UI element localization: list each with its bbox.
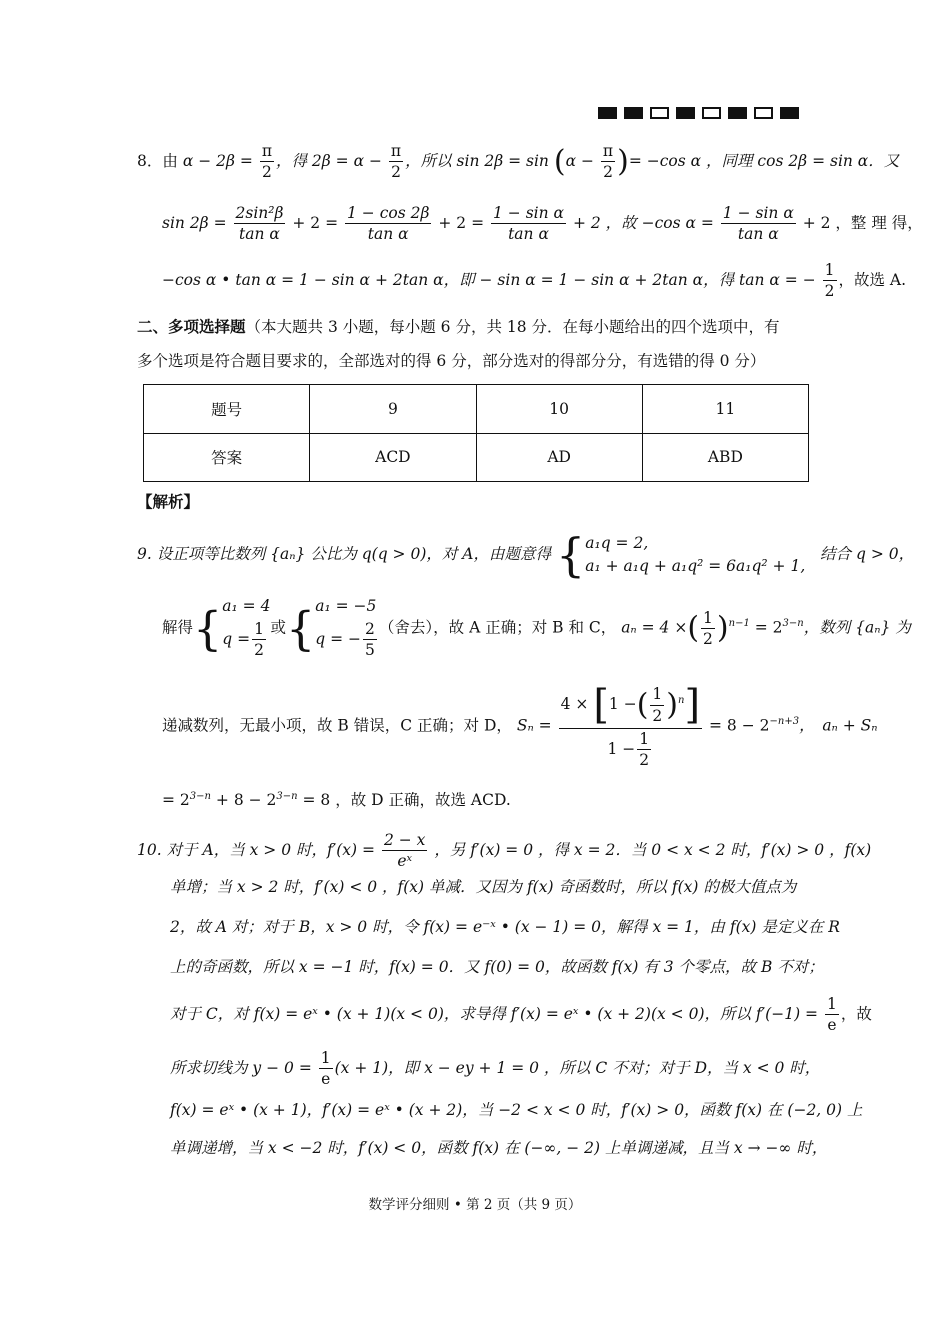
table-cell: 题号 (144, 385, 310, 434)
table-cell: ACD (310, 433, 476, 482)
q8-number: 8． (137, 151, 163, 170)
table-cell: AD (476, 433, 642, 482)
page-mark-5 (702, 107, 721, 119)
table-row (144, 433, 809, 482)
fraction: $\frac{\text{2sin²β}}{\text{tan α}}$ (235, 204, 284, 244)
fraction: $\frac{1}{e}$ (320, 1049, 331, 1089)
section-title: 二、多项选择题 (137, 317, 246, 336)
answer-table (143, 384, 809, 482)
page-mark-7 (754, 107, 773, 119)
fraction: $\frac{\pi}{2}$ (390, 142, 402, 182)
page-footer: 数学评分细则 • 第 2 页（共 9 页） (368, 1197, 582, 1213)
page-mark-2 (624, 107, 643, 119)
table-cell: 答案 (144, 433, 310, 482)
table-cell: 10 (476, 385, 642, 434)
fraction: $\frac{1 - \cos 2\beta}{\text{tan α}}$ (347, 204, 430, 244)
page-marks (598, 107, 799, 121)
q10-line-5: 对于 C，对 f(x) = eˣ • (x + 1)(x < 0)，求导得 f′(x) = eˣ • (x + 2)(x < 0)，所以 f′(−1) = $\frac{1}{e}$ ，故 (170, 995, 872, 1035)
q8-line-1: 8．由 α − 2β = $\frac{\pi}{2}$ ，得 2β = α − $\frac{\pi}{2}$ ，所以 sin 2β = sin (α − $\frac{\pi}{2}$ )= −cos α ，同理 cos 2β = sin α．又 (137, 142, 900, 182)
q8-line-3: −cos α • tan α = 1 − sin α + 2tan α，即 − sin α = 1 − sin α + 2tan α，得 tan α = − $\frac{1}{2}$ ，故选 A. (162, 261, 907, 301)
page-mark-3 (650, 107, 669, 119)
q10-line-3: 2，故 A 对；对于 B，x > 0 时，令 f(x) = e⁻ˣ • (x − 1) = 0，解得 x = 1，由 f(x) 是定义在 R (170, 918, 840, 936)
section2-line-2: 多个选项是符合题目要求的，全部选对的得 6 分，部分选对的得部分分，有选错的得 0 分） (137, 352, 766, 370)
fraction: $\frac{\text{1 − sin α}}{\text{tan α}}$ (722, 204, 794, 244)
fraction: $\frac{2 - x}{\text{eˣ}}$ (383, 831, 426, 871)
fraction: $\frac{1}{e}$ (826, 995, 837, 1035)
table-cell: ABD (642, 433, 808, 482)
q10-line-1: 10. 对于 A，当 x > 0 时，f′(x) = $\frac{2 - x}{\text{eˣ}}$ ，另 f′(x) = 0 ，得 x = 2．当 0 < x < 2 时，f′(x) > 0 ，f(x) (137, 831, 872, 871)
table-cell: 9 (310, 385, 476, 434)
q10-line-2: 单增；当 x > 2 时，f′(x) < 0 ，f(x) 单减．又因为 f(x) 奇函数时，所以 f(x) 的极大值点为 (170, 878, 797, 896)
q10-line-7: f(x) = eˣ • (x + 1)，f′(x) = eˣ • (x + 2)，当 −2 < x < 0 时，f′(x) > 0，函数 f(x) 在 (−2, 0) 上 (170, 1101, 863, 1119)
page-mark-6 (728, 107, 747, 119)
q10-line-6: 所求切线为 y − 0 = $\frac{1}{e}$ (x + 1)，即 x − ey + 1 = 0 ，所以 C 不对；对于 D，当 x < 0 时， (170, 1049, 821, 1089)
page-mark-1 (598, 107, 617, 119)
analysis-label: 【解析】 (137, 492, 200, 511)
q9-line-2: 解得{ a₁ = 4 q = $\frac{1}{2}$ 或{ a₁ = −5 q = − $\frac{2}{5}$ （舍去），故 A 正确；对 B 和 C， aₙ = 4 ×( $\frac{1}{2}$ )$^{n-1} = 2^{3-n}$，数列 {aₙ} 为 (162, 597, 911, 660)
q10-line-4: 上的奇函数，所以 x = −1 时，f(x) = 0．又 f(0) = 0，故函数 f(x) 有 3 个零点，故 B 不对； (170, 958, 824, 976)
fraction: 4 × [1 −( $\frac{1}{2}$ )$^n$] 1 − $\frac{1}{2}$ (560, 682, 701, 770)
table-row (144, 385, 809, 434)
page-mark-8 (780, 107, 799, 119)
q9-line-3: 递减数列，无最小项，故 B 错误，C 正确；对 D， Sₙ = 4 × [1 −( $\frac{1}{2}$ )$^n$] 1 − $\frac{1}{2}$ = $8 - 2^{-n+3}$， aₙ + Sₙ (162, 682, 878, 770)
page-mark-4 (676, 107, 695, 119)
q9-line-1: 9. 设正项等比数列 {aₙ} 公比为 q(q > 0)，对 A，由题意得 { a₁q = 2, a₁ + a₁q + a₁q² = 6a₁q² + 1, 结合 q > 0， (137, 528, 915, 582)
q9-line-4: = $2^{3-n} + 8 - 2^{3-n} = 8$ ，故 D 正确，故选 ACD. (162, 791, 511, 810)
fraction: $\frac{1}{2}$ (824, 261, 835, 301)
section2-line-1: 二、多项选择题（本大题共 3 小题，每小题 6 分，共 18 分．在每小题给出的四个选项中，有 (137, 317, 780, 336)
fraction: $\frac{\pi}{2}$ (602, 142, 614, 182)
fraction: $\frac{\pi}{2}$ (261, 142, 272, 182)
fraction: $\frac{\text{1 − sin α}}{\text{tan α}}$ (493, 204, 565, 244)
table-cell: 11 (642, 385, 808, 434)
q10-line-8: 单调递增，当 x < −2 时，f′(x) < 0，函数 f(x) 在 (−∞, − 2) 上单调递减，且当 x → −∞ 时， (170, 1139, 828, 1157)
q8-line-2: sin 2β = $\frac{\text{2sin²β}}{\text{tan α}}$ + 2 = $\frac{1 - \cos 2\beta}{\text{tan α}}$ + 2 = $\frac{\text{1 − sin α}}{\text{tan α}}$ + 2 ，故 −cos α = $\frac{\text{1 − sin α}}{\text{tan α}}$ + 2 ，整 理 得， (162, 204, 923, 244)
